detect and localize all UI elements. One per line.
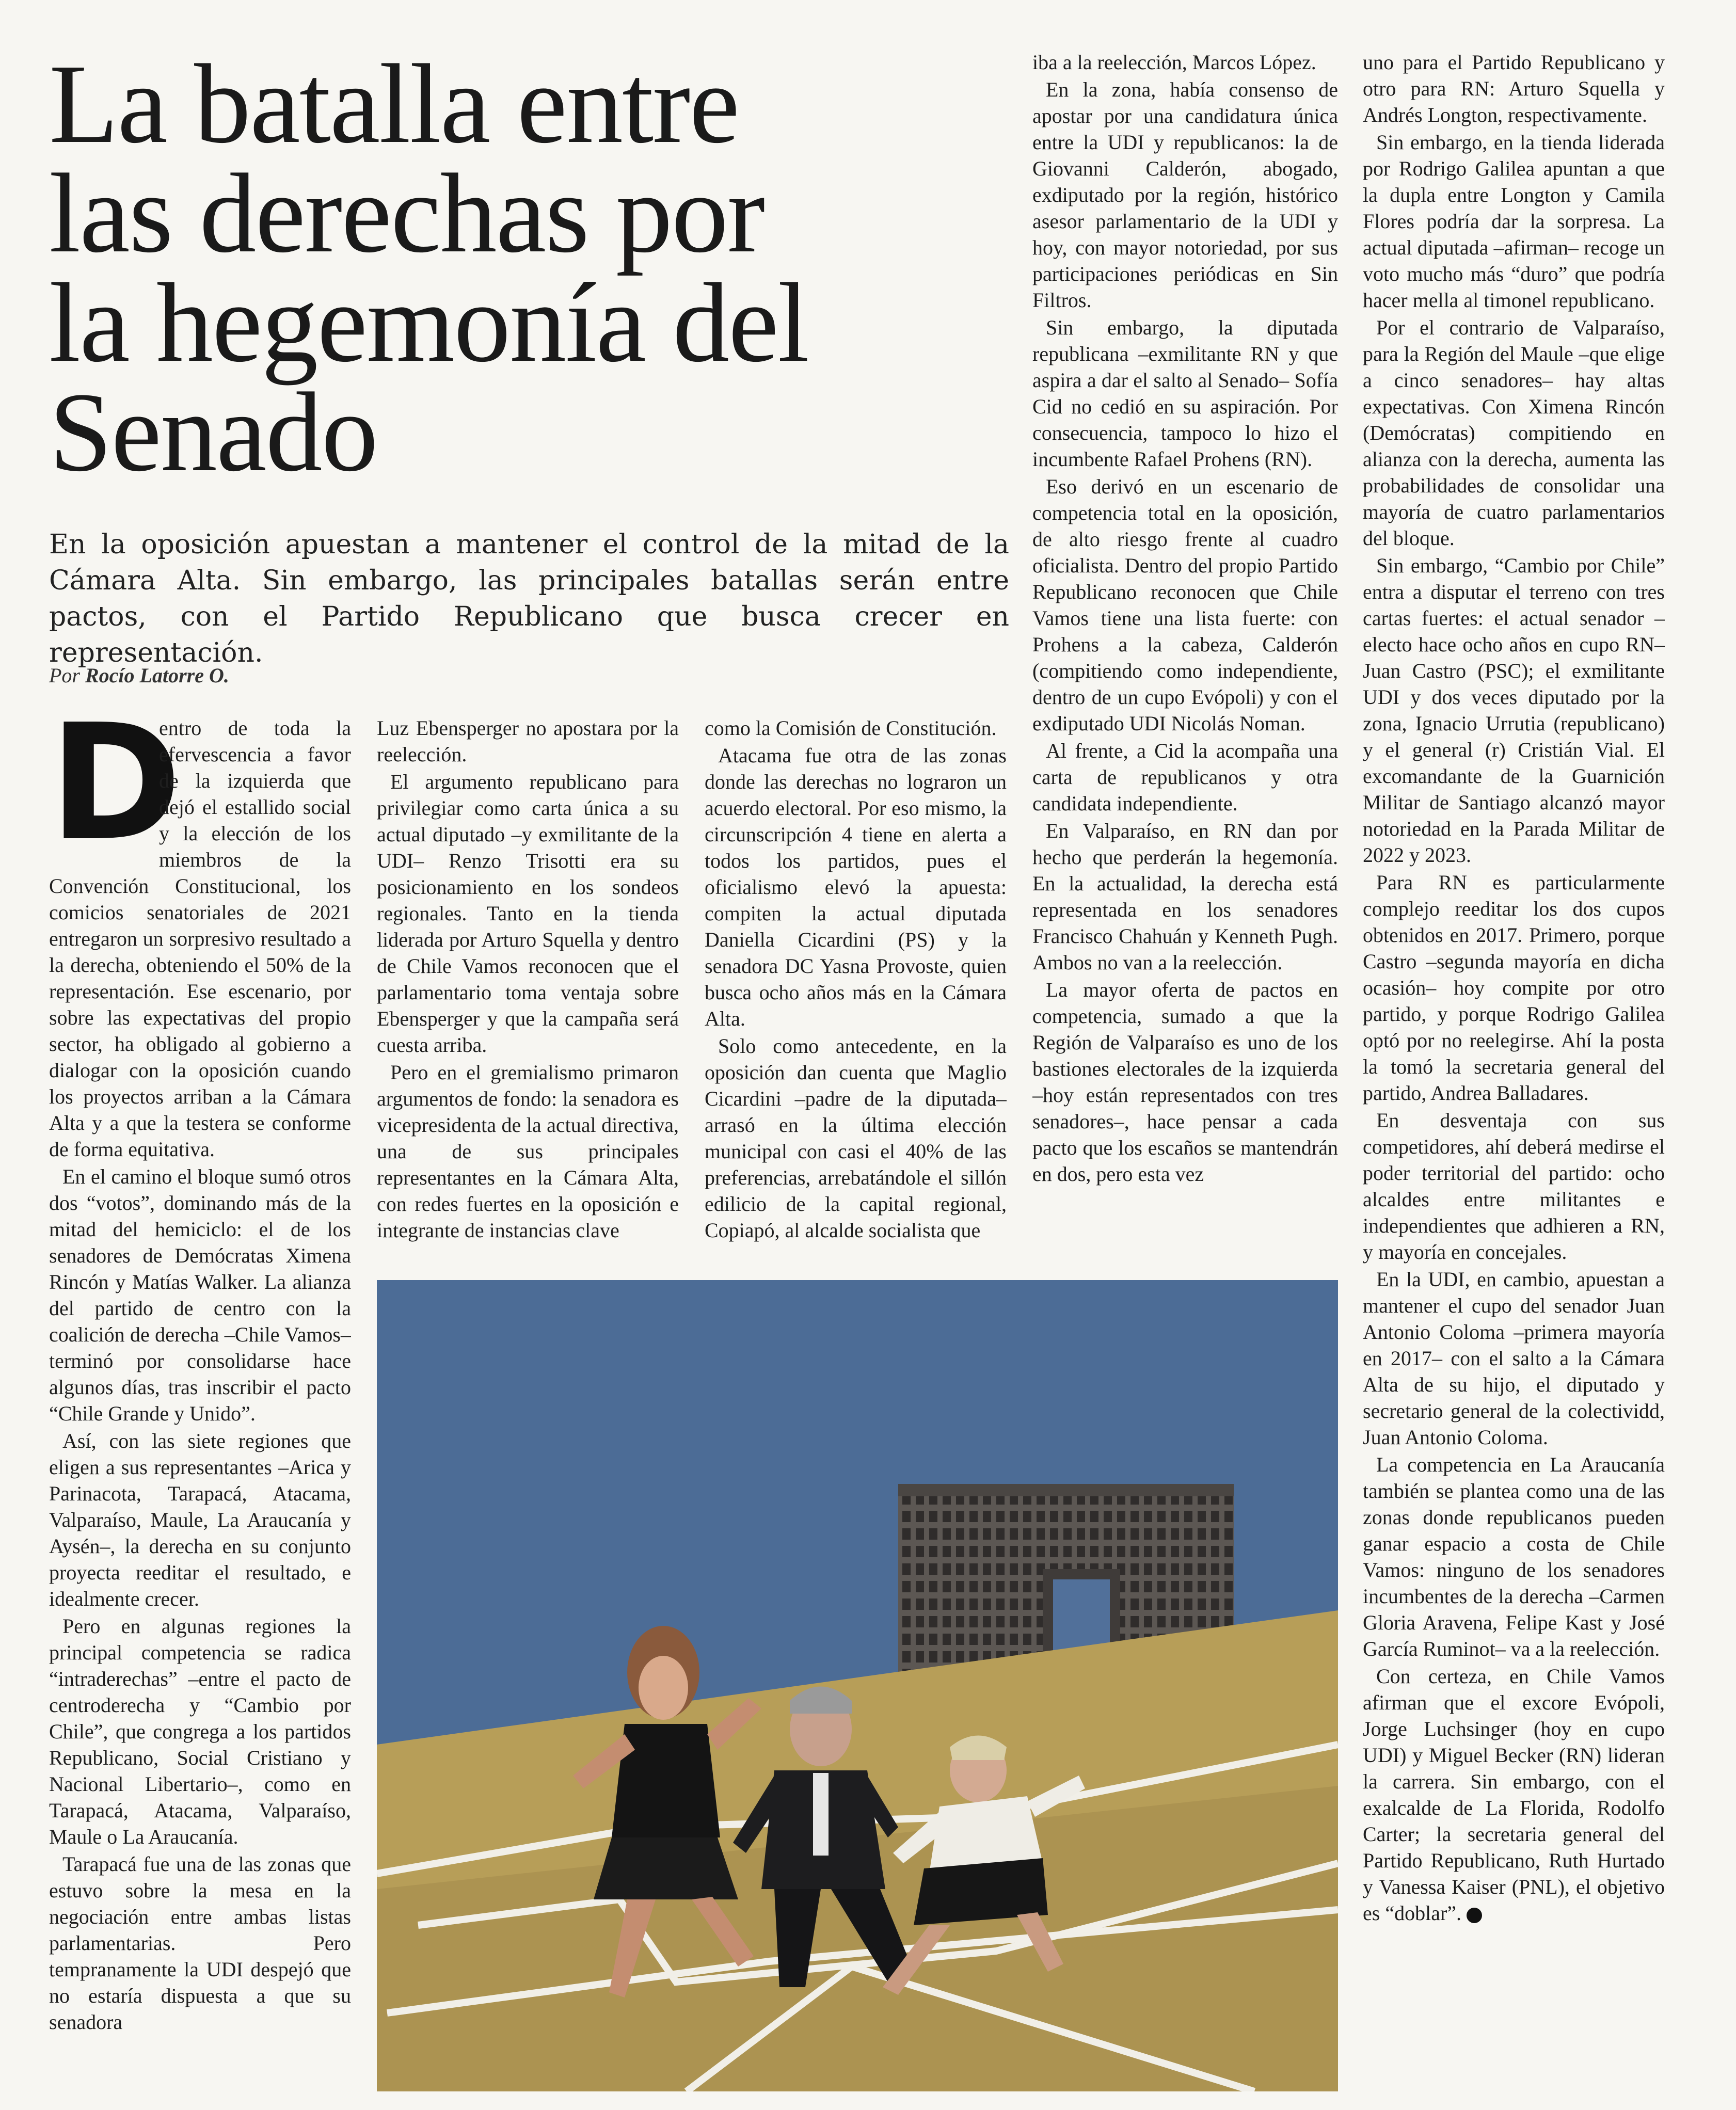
paragraph: Sin embargo, “Cambio por Chile” entra a disputar el terreno con tres cartas fuertes: el actual senador –electo hace ocho años en cupo RN– Juan Castro (PSC); el exmilitante UDI y dos veces diputado por la zona, Ignacio Urrutia (republicano) y el general (r) Cristián Vial. El excomandante de la Guarnición Militar de Santiago alcanzó mayor notoriedad en la Parada Militar de 2022 y 2023. — [1363, 554, 1665, 867]
paragraph: Para RN es particularmente complejo reeditar los dos cupos obtenidos en 2017. Primero, porque Castro –segunda mayoría en dicha ocasión– hoy compite por otro partido, y porque Rodrigo Galilea optó por no reelegirse. Ahí la posta la tomó la secretaria general del partido, Andrea Balladares. — [1363, 871, 1665, 1105]
paragraph: La competencia en La Araucanía también se plantea como una de las zonas donde republicanos pueden ganar espacio a costa de Chile Vamos: ninguno de los senadores incumbentes de la derecha –Carmen Gloria Aravena, Felipe Kast y José García Ruminot– va a la reelección. — [1363, 1453, 1665, 1660]
headline-line-4: Senado — [49, 369, 377, 495]
drop-cap: D — [49, 715, 182, 876]
column-2 — [377, 715, 679, 1254]
byline — [49, 663, 229, 688]
column-1 — [49, 715, 351, 2067]
column-5 — [1363, 49, 1665, 2088]
paragraph: Eso derivó en un escenario de competencia total en la oposición, de alto riesgo frente al cuadro oficialista. Dentro del propio Partido Republicano reconocen que Chile Vamos tiene una lista fuerte: con Prohens a la cabeza, Calderón (compitiendo como independiente, dentro de un cupo Evópoli) y con el exdiputado UDI Nicolás Noman. — [1032, 475, 1338, 735]
paragraph: iba a la reelección, Marcos López. — [1032, 51, 1316, 74]
paragraph: Sin embargo, la diputada republicana –exmilitante RN y que aspira a dar el salto al Senado– Sofía Cid no cedió en su aspiración. Por consecuencia, tampoco lo hizo el incumbente Rafael Prohens (RN). — [1032, 316, 1338, 471]
paragraph: Atacama fue otra de las zonas donde las derechas no lograron un acuerdo electoral. Por eso mismo, la circunscripción 4 tiene en alerta a todos los partidos, pues el oficialismo elevó la apuesta: compiten la actual diputada Daniella Cicardini (PS) y la senadora DC Yasna Provoste, quien busca ocho años más en la Cámara Alta. — [705, 744, 1007, 1030]
paragraph: uno para el Partido Republicano y otro para RN: Arturo Squella y Andrés Longton, respectivamente. — [1363, 51, 1665, 126]
byline-author: Rocío Latorre O. — [85, 664, 229, 687]
paragraph: Así, con las siete regiones que eligen a sus representantes –Arica y Parinacota, Tarapacá, Atacama, Valparaíso, Maule, La Araucanía y Aysén–, la derecha en su conjunto proyecta reeditar el resultado, e idealmente crecer. — [49, 1429, 351, 1610]
paragraph: Pero en algunas regiones la principal competencia se radica “intraderechas” –entre el pacto de centroderecha y “Cambio por Chile”, que congrega a los partidos Republicano, Social Cristiano y Nacional Libertario–, como en Tarapacá, Atacama, Valparaíso, Maule o La Araucanía. — [49, 1615, 351, 1848]
headline-line-1: La batalla entre — [49, 41, 739, 167]
paragraph: La mayor oferta de pactos en competencia, sumado a que la Región de Valparaíso es uno de los bastiones electorales de la izquierda –hoy están representados con tres senadores–, hace pensar a cada pacto que los escaños se mantendrán en dos, pero esta vez — [1032, 978, 1338, 1186]
paragraph: Luz Ebensperger no apostara por la reelección. — [377, 716, 679, 766]
collage-svg — [377, 1280, 1338, 2091]
paragraph: entro de toda la efervescencia a favor de la izquierda que dejó el estallido social y la elección de los miembros de la Convención Constitucional, los comicios senatoriales de 2021 entregaron un sorpresivo resultado a la derecha, obteniendo el 50% de la representación. Ese escenario, por sobre las expectativas del propio sector, ha obligado al gobierno a dialogar con la oposición cuando los proyectos arriban a la Cámara Alta y a que la testera se conforme de forma equitativa. — [49, 716, 351, 1161]
paragraph: En la UDI, en cambio, apuestan a mantener el cupo del senador Juan Antonio Coloma –primera mayoría en 2017– con el salto a la Cámara Alta de su hijo, el diputado y secretario general de la colectividd, Juan Antonio Coloma. — [1363, 1268, 1665, 1449]
end-mark — [1467, 1908, 1482, 1923]
paragraph: En la zona, había consenso de apostar por una candidatura única entre la UDI y republicanos: la de Giovanni Calderón, abogado, exdiputado por la región, histórico asesor parlamentario de la UDI y hoy, con mayor notoriedad, por sus participaciones periódicas en Sin Filtros. — [1032, 78, 1338, 312]
paragraph: Tarapacá fue una de las zonas que estuvo sobre la mesa en la negociación entre ambas listas parlamentarias. Pero tempranamente la UDI despejó que no estaría dispuesta a que su senadora — [49, 1852, 351, 2034]
paragraph: Solo como antecedente, en la oposición dan cuenta que Maglio Cicardini –padre de la diputada– arrasó en la última elección municipal con casi el 40% de las preferencias, arrebatándole el sillón edilicio de la capital regional, Copiapó, al alcalde socialista que — [705, 1034, 1007, 1242]
paragraph: Pero en el gremialismo primaron argumentos de fondo: la senadora es vicepresidenta de la actual directiva, una de sus principales representantes en la Cámara Alta, con redes fuertes en la oposición e integrante de instancias clave — [377, 1061, 679, 1242]
paragraph: como la Comisión de Constitución. — [705, 716, 997, 740]
paragraph: En Valparaíso, en RN dan por hecho que perderán la hegemonía. En la actualidad, la derecha está representada en los senadores Francisco Chahuán y Kenneth Pugh. Ambos no van a la reelección. — [1032, 819, 1338, 974]
illustration-collage — [377, 1280, 1338, 2091]
deck-subtitle: En la oposición apuestan a mantener el control de la mitad de la Cámara Alta. Sin embargo, las principales batallas serán entre pactos, con el Partido Republicano que busca crecer en representación. — [49, 529, 1009, 668]
paragraph: Al frente, a Cid la acompaña una carta de republicanos y otra candidata independiente. — [1032, 739, 1338, 815]
paragraph: El argumento republicano para privilegiar como carta única a su actual diputado –y exmilitante de la UDI– Renzo Trisotti era su posicionamiento en los sondeos regionales. Tanto en la tienda liderada por Arturo Squella y dentro de Chile Vamos reconocen que el parlamentario toma ventaja sobre Ebensperger y que la campaña será cuesta arriba. — [377, 770, 679, 1057]
paragraph: Con certeza, en Chile Vamos afirman que el excore Evópoli, Jorge Luchsinger (hoy en cupo UDI) y Miguel Becker (RN) lideran la carrera. Sin embargo, con el exalcalde de La Florida, Rodolfo Carter; la secretaria general del Partido Republicano, Ruth Hurtado y Vanessa Kaiser (PNL), el objetivo es “doblar”. — [1363, 1665, 1665, 1925]
column-4 — [1032, 49, 1338, 1252]
paragraph: En el camino el bloque sumó otros dos “votos”, dominando más de la mitad del hemiciclo: el de los senadores de Demócratas Ximena Rincón y Matías Walker. La alianza del partido de centro con la coalición de derecha –Chile Vamos– terminó por consolidarse hace algunos días, tras inscribir el pacto “Chile Grande y Unido”. — [49, 1165, 351, 1425]
paragraph: Por el contrario de Valparaíso, para la Región del Maule –que elige a cinco senadores– hay altas expectativas. Con Ximena Rincón (Demócratas) compitiendo en alianza con la derecha, aumenta las probabilidades de consolidar una mayoría de cuatro parlamentarios del bloque. — [1363, 316, 1665, 550]
headline — [49, 41, 1004, 495]
column-3 — [705, 715, 1007, 1254]
paragraph: Sin embargo, en la tienda liderada por Rodrigo Galilea apuntan a que la dupla entre Longton y Camila Flores podría dar la sorpresa. La actual diputada –afirman– recoge un voto mucho más “duro” que podría hacer mella al timonel republicano. — [1363, 131, 1665, 312]
paragraph: En desventaja con sus competidores, ahí deberá medirse el poder territorial del partido: ocho alcaldes entre militantes e independientes que adhieren a RN, y mayoría en concejales. — [1363, 1109, 1665, 1264]
byline-prefix: Por — [49, 664, 80, 687]
headline-line-2: las derechas por — [49, 150, 765, 276]
headline-line-3: la hegemonía del — [49, 260, 808, 386]
